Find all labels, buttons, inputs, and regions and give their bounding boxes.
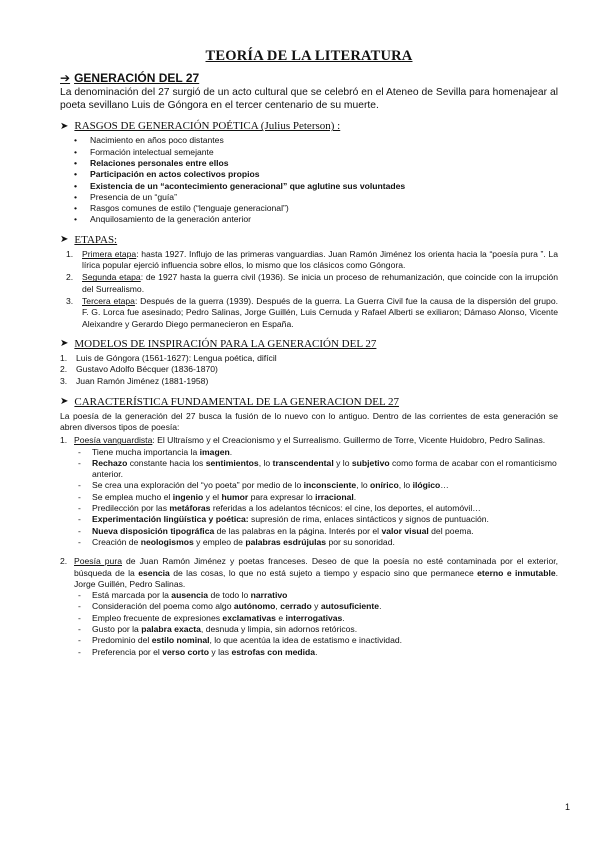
list-item	[78, 492, 558, 503]
list-item	[78, 635, 558, 646]
modelo-item	[60, 376, 558, 388]
text-run: de las cosas, lo que no está sujeto a tiempo y espacio sino que permanece	[169, 567, 478, 578]
text-run: constante hacia los	[127, 457, 206, 468]
poesia-pura-text	[74, 556, 558, 589]
text-run: y las	[209, 646, 232, 657]
bold-text: verso corto	[162, 646, 210, 657]
arrow-right-icon: ➔	[60, 71, 71, 85]
generacion-heading-text: GENERACIÓN DEL 27	[74, 71, 200, 85]
list-item	[78, 503, 558, 514]
rasgos-heading-text: RASGOS DE GENERACIÓN POÉTICA (Julius Peterson) :	[74, 120, 341, 133]
bold-text: imagen	[199, 446, 230, 457]
chevron-right-icon: ➤	[60, 338, 69, 350]
text-run: como forma de acabar con el romanticismo anterior.	[92, 457, 557, 480]
text-run: y empleo de	[193, 536, 246, 547]
poesia-pura	[60, 556, 558, 590]
text-run: referidas a los adelantos técnicos: el cine, los deportes, el automóvil…	[210, 503, 481, 514]
list-number: 2.	[60, 364, 68, 375]
list-item	[78, 526, 558, 537]
text-run: , lo que acentúa la idea de estatismo e inactividad.	[209, 635, 403, 646]
page-number: 1	[564, 802, 570, 812]
text-run: supresión de rima, enlaces sintácticos y signos de puntuación.	[248, 514, 489, 525]
etapa-item	[60, 249, 558, 272]
bold-text: sentimientos	[205, 457, 259, 468]
bold-text: irracional	[315, 491, 354, 502]
caracteristica-heading	[60, 396, 558, 408]
text-run: de las palabras en la página. Interés por el	[214, 525, 382, 536]
bold-text: ilógico	[412, 480, 441, 491]
etapa-label: Segunda etapa	[82, 272, 141, 283]
poesia-pura-label: Poesía pura	[74, 556, 122, 567]
modelo-text: Gustavo Adolfo Bécquer (1836-1870)	[76, 364, 218, 375]
list-item	[78, 537, 558, 548]
list-item	[78, 647, 558, 658]
text-run: Preferencia por el	[92, 646, 163, 657]
poesia-vanguardista	[60, 435, 558, 446]
text-run: de todo lo	[208, 590, 251, 601]
list-item: • Presencia de un “guía”	[74, 192, 558, 203]
document-page	[60, 48, 558, 658]
list-item: • Relaciones personales entre ellos	[74, 158, 558, 169]
text-run: Se emplea mucho el	[92, 491, 173, 502]
bold-text: autosuficiente	[320, 601, 380, 612]
text-run: por su sonoridad.	[326, 536, 395, 547]
bold-text: humor	[221, 491, 249, 502]
list-item: • Participación en actos colectivos propios	[74, 169, 558, 180]
list-item	[78, 601, 558, 612]
list-item: • Nacimiento en años poco distantes	[74, 135, 558, 146]
list-number: 3.	[60, 376, 68, 387]
bold-text: estilo nominal	[151, 635, 210, 646]
etapa-text: : de 1927 hasta la guerra civil (1936). Se inicia un proceso de rehumanización, que coincide con la irrupción del Surrealismo.	[82, 272, 558, 294]
text-run: Gusto por la	[92, 623, 142, 634]
text-run: Predilección por las	[92, 503, 170, 514]
text-run: ,	[275, 601, 281, 612]
list-number: 3.	[66, 295, 74, 306]
text-run: de Juan Ramón Jiménez y poetas franceses. Deseo de que la poesía no esté contaminada por el exterior, búsqueda de la	[74, 556, 558, 578]
rasgos-list	[60, 135, 558, 225]
chevron-right-icon: ➤	[60, 234, 69, 246]
generacion-heading	[60, 71, 558, 85]
list-number: 1.	[60, 352, 68, 363]
text-run: . Jorge Guillén, Pedro Salinas.	[74, 567, 559, 589]
bold-text: ingenio	[172, 491, 204, 502]
bold-text: Nueva disposición tipográfica	[92, 525, 215, 536]
etapas-heading-text: ETAPAS:	[74, 233, 118, 246]
etapa-item	[60, 272, 558, 295]
vanguardista-list	[60, 447, 558, 549]
text-run: Consideración del poema como algo	[92, 601, 234, 612]
bold-text: cerrado	[280, 601, 312, 612]
text-run: , lo	[258, 457, 273, 468]
text-run: .	[315, 646, 318, 657]
text-run: Creación de	[92, 536, 141, 547]
poesia-vanguardista-text: : El Ultraísmo y el Creacionismo y el Surrealismo. Guillermo de Torre, Vicente Huidobro, Pedro Salinas.	[152, 435, 546, 446]
modelo-item	[60, 364, 558, 376]
bold-text: autónomo	[233, 601, 276, 612]
text-run: , lo	[398, 480, 413, 491]
list-item	[78, 514, 558, 525]
bold-text: eterno e inmutable	[477, 567, 556, 578]
text-run: e	[275, 612, 286, 623]
bold-text: narrativo	[250, 590, 288, 601]
bold-text: valor visual	[381, 525, 429, 536]
list-item: • Rasgos comunes de estilo (“lenguaje generacional”)	[74, 203, 558, 214]
modelos-heading-text: MODELOS DE INSPIRACIÓN PARA LA GENERACIÓN DEL 27	[74, 337, 377, 350]
etapa-item	[60, 296, 558, 330]
text-run: y lo	[333, 457, 352, 468]
etapas-heading	[60, 234, 558, 246]
bold-text: onírico	[370, 480, 399, 491]
text-run: del poema.	[428, 525, 474, 536]
text-run: .	[229, 446, 233, 457]
list-item	[78, 590, 558, 601]
bold-text: subjetivo	[351, 457, 390, 468]
bold-text: neologismos	[140, 536, 194, 547]
modelo-text: Luis de Góngora (1561-1627): Lengua poética, difícil	[76, 352, 277, 363]
text-run: para expresar lo	[248, 491, 316, 502]
text-run: , desnuda y limpia, sin adornos retóricos.	[200, 623, 358, 634]
text-run: y	[311, 601, 321, 612]
bold-text: inconsciente	[303, 480, 357, 491]
etapa-label: Primera etapa	[82, 248, 137, 259]
list-number: 1.	[66, 248, 74, 259]
text-run: Empleo frecuente de expresiones	[92, 612, 223, 623]
text-run: …	[440, 480, 449, 491]
list-item	[78, 447, 558, 458]
etapa-label: Tercera etapa	[82, 295, 135, 306]
text-run: Predominio del	[92, 635, 152, 646]
rasgos-heading	[60, 120, 558, 132]
text-run: .	[353, 491, 357, 502]
text-run: Está marcada por la	[92, 590, 172, 601]
modelos-heading	[60, 338, 558, 350]
bold-text: estrofas con medida	[231, 646, 316, 657]
list-item: • Anquilosamiento de la generación anterior	[74, 214, 558, 225]
bold-text: Experimentación lingüística y poética:	[92, 514, 249, 525]
bold-text: interrogativas	[285, 612, 343, 623]
caracteristica-intro: La poesía de la generación del 27 busca la fusión de lo nuevo con lo antiguo. Dentro de las corrientes de esta generación se abren diversos tipos de poesía:	[60, 410, 558, 432]
list-number: 2.	[66, 272, 74, 283]
etapa-text: : Después de la guerra (1939). Después de la guerra. La Guerra Civil fue la causa de la dispersión del grupo. F. G. Lorca fue asesinado; Pedro Salinas, Jorge Guillén, Luis Cernuda y Rafael Alberti se exiliaron; Dámaso Alonso, Vicente Aleixandre y Gerardo Diego permanecieron en España.	[82, 295, 558, 329]
text-run: .	[379, 601, 382, 612]
modelo-item	[60, 353, 558, 365]
list-item	[78, 624, 558, 635]
text-run: Tiene mucha importancia la	[92, 446, 200, 457]
list-item	[78, 458, 558, 481]
bold-text: transcendental	[272, 457, 334, 468]
document-title: TEORÍA DE LA LITERATURA	[205, 48, 413, 64]
chevron-right-icon: ➤	[60, 120, 69, 132]
bold-text: metáforas	[169, 503, 211, 514]
bold-text: palabras esdrújulas	[245, 536, 327, 547]
pura-list	[60, 590, 558, 658]
list-item	[78, 480, 558, 491]
modelo-text: Juan Ramón Jiménez (1881-1958)	[76, 376, 209, 387]
modelos-list	[60, 353, 558, 388]
chevron-right-icon: ➤	[60, 396, 69, 408]
etapas-list	[60, 249, 558, 330]
caracteristica-heading-text: CARACTERÍSTICA FUNDAMENTAL DE LA GENERACION DEL 27	[74, 395, 400, 408]
text-run: , lo	[356, 480, 371, 491]
bold-text: Rechazo	[92, 457, 128, 468]
text-run: Se crea una exploración del “yo poeta” por medio de lo	[92, 480, 304, 491]
text-run: .	[342, 612, 345, 623]
list-number: 1.	[60, 435, 68, 446]
etapa-text: : hasta 1927. Influjo de las primeras vanguardias. Juan Ramón Jiménez los orienta hacia la “poesía pura ”. La lírica popular ejerció influencia sobre ellos, lo mismo que los clásicos como Góngora.	[82, 248, 558, 271]
list-item: • Existencia de un “acontecimiento generacional” que aglutine sus voluntades	[74, 181, 558, 192]
list-number: 2.	[60, 556, 68, 567]
list-item: • Formación intelectual semejante	[74, 147, 558, 158]
poesia-vanguardista-label: Poesía vanguardista	[74, 435, 153, 446]
generacion-intro: La denominación del 27 surgió de un acto cultural que se celebró en el Ateneo de Sevilla para homenajear al poeta sevillano Luis de Góngora en el tercer centenario de su muerte.	[60, 87, 558, 112]
text-run: y el	[203, 491, 222, 502]
bold-text: palabra exacta	[141, 623, 201, 634]
list-item	[78, 613, 558, 624]
bold-text: exclamativas	[222, 612, 276, 623]
bold-text: esencia	[138, 567, 170, 578]
bold-text: ausencia	[171, 590, 209, 601]
